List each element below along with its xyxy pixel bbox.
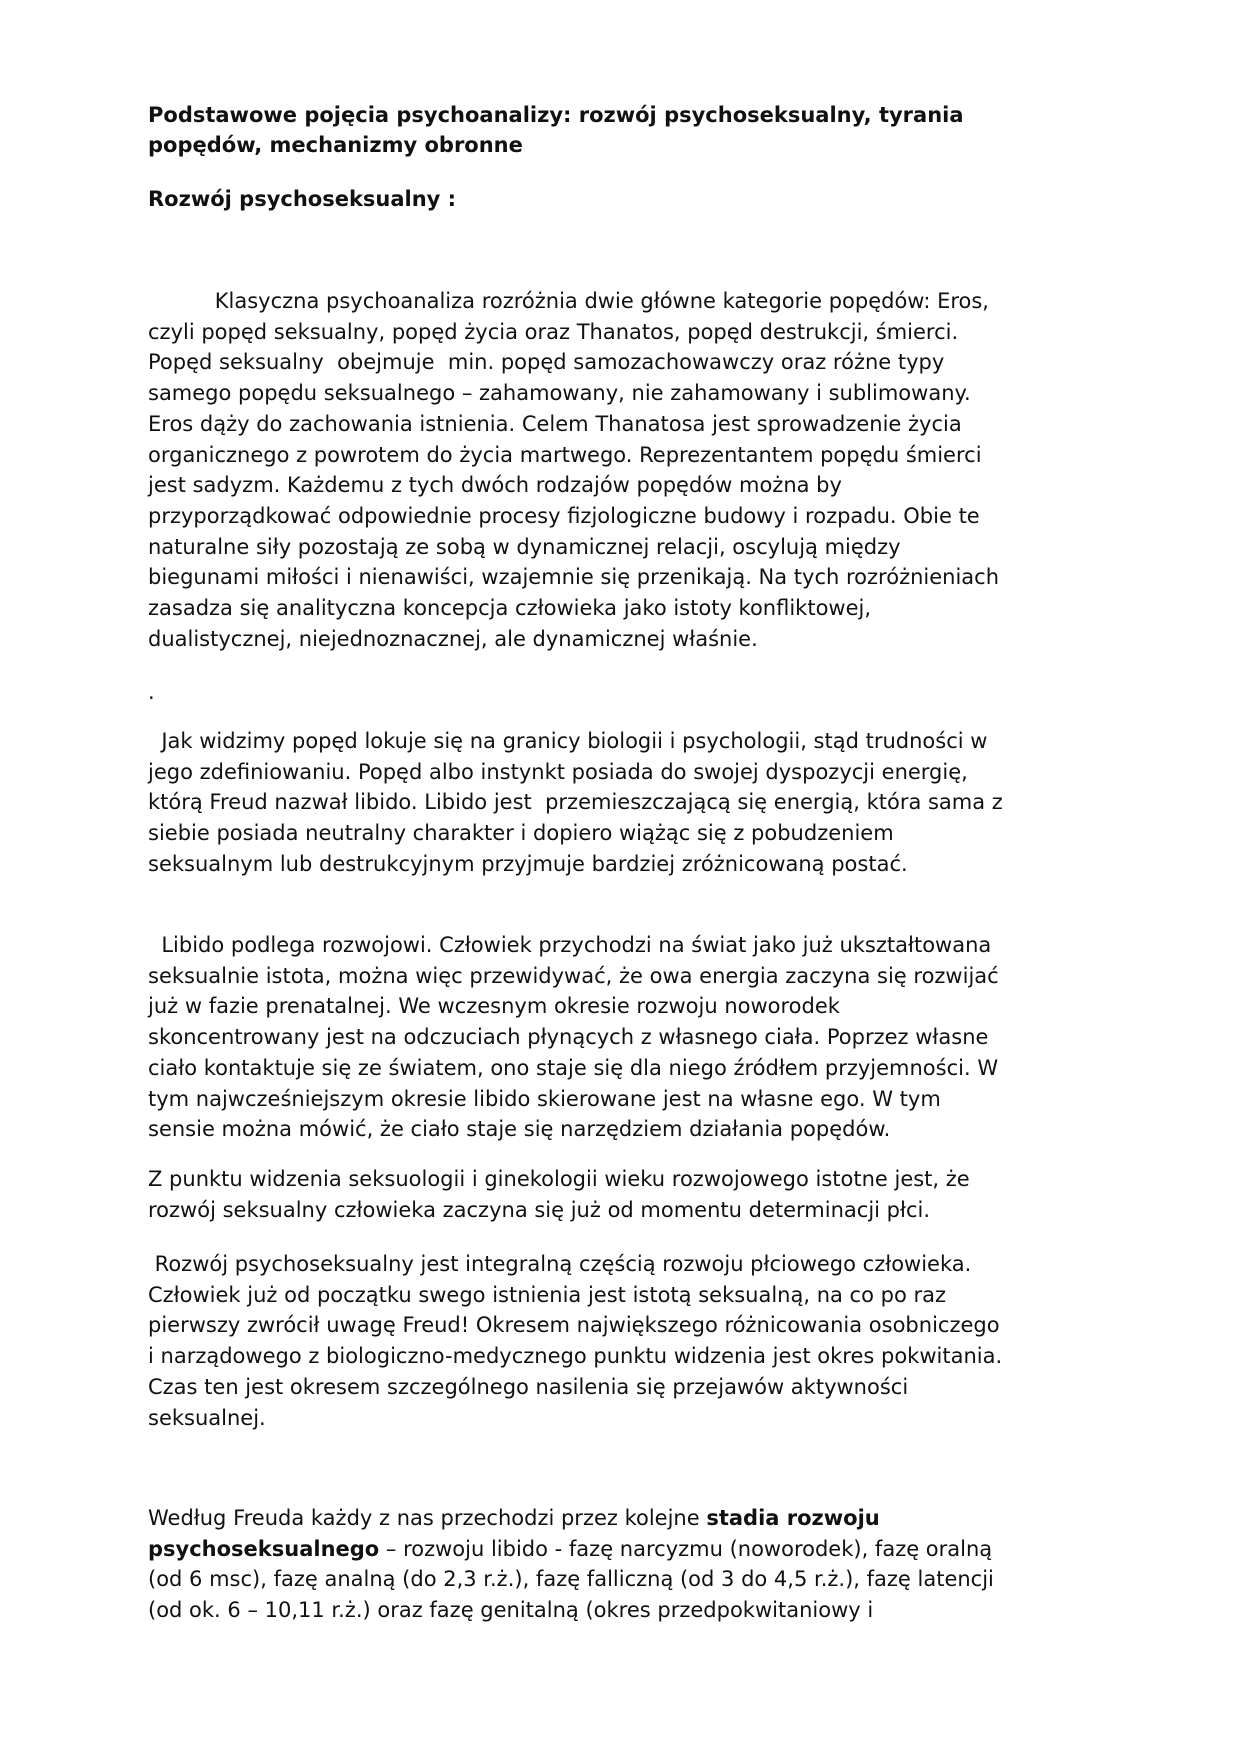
text-line: seksualnie istota, można więc przewidywać, że owa energia zaczyna się rozwijać [148, 963, 999, 988]
paragraph-popedy [148, 286, 1088, 654]
text-line: Eros dąży do zachowania istnienia. Celem Thanatosa jest sprowadzenie życia [148, 411, 962, 436]
text-line: biegunami miłości i nienawiści, wzajemnie się przenikają. Na tych rozróżnieniach [148, 565, 1000, 590]
paragraph-libido-definition [148, 726, 1088, 880]
text-line: dualistycznej, niejednoznacznej, ale dynamicznej właśnie. [148, 626, 758, 651]
text-line: sensie można mówić, że ciało staje się narzędziem działania popędów. [148, 1117, 891, 1142]
text-line: skoncentrowany jest na odczuciach płynących z własnego ciała. Poprzez własne [148, 1025, 989, 1050]
paragraph-freud-stages [148, 1503, 1088, 1626]
text-line: jego zdefiniowaniu. Popęd albo instynkt posiada do swojej dyspozycji energię, [148, 759, 968, 784]
text-line: pierwszy zwrócił uwagę Freud! Okresem największego różnicowania osobniczego [148, 1313, 1000, 1338]
stray-dot: . [148, 680, 155, 704]
text-line: Człowiek już od początku swego istnienia jest istotą seksualną, na co po raz [148, 1282, 947, 1307]
text-line [148, 1534, 1088, 1565]
text-line: seksualnej. [148, 1405, 266, 1430]
text-line: którą Freud nazwał libido. Libido jest przemieszczającą się energią, która sama z [148, 790, 1003, 815]
text-line: samego popędu seksualnego – zahamowany, nie zahamowany i sublimowany. [148, 381, 971, 406]
text-line: już w fazie prenatalnej. We wczesnym okresie rozwoju noworodek [148, 994, 840, 1019]
text-line: (od ok. 6 – 10,11 r.ż.) oraz fazę genitalną (okres przedpokwitaniowy i [148, 1598, 874, 1623]
section-heading: Rozwój psychoseksualny : [148, 187, 457, 211]
text-line: czyli popęd seksualny, popęd życia oraz Thanatos, popęd destrukcji, śmierci. [148, 319, 959, 344]
text-line: i narządowego z biologiczno-medycznego punktu widzenia jest okres pokwitania. [148, 1344, 1003, 1369]
title-line: popędów, mechanizmy obronne [148, 133, 523, 157]
paragraph-psychosexual-development [148, 1249, 1088, 1433]
paragraph-libido-development [148, 930, 1088, 1145]
bold-text: stadia rozwoju [706, 1506, 880, 1530]
text-line: Klasyczna psychoanaliza rozróżnia dwie główne kategorie popędów: Eros, [148, 289, 989, 313]
text-line: jest sadyzm. Każdemu z tych dwóch rodzajów popędów można by [148, 473, 842, 498]
document-title [148, 100, 1088, 160]
text-line: Jak widzimy popęd lokuje się na granicy biologii i psychologii, stąd trudności w [148, 729, 988, 753]
text-line: przyporządkować odpowiednie procesy fizjologiczne budowy i rozpadu. Obie te [148, 503, 980, 528]
text-line: Rozwój psychoseksualny jest integralną częścią rozwoju płciowego człowieka. [148, 1252, 972, 1276]
text-line: Libido podlega rozwojowi. Człowiek przychodzi na świat jako już ukształtowana [148, 933, 992, 957]
paragraph-sexology [148, 1164, 1088, 1225]
text-line: Z punktu widzenia seksuologii i ginekologii wieku rozwojowego istotne jest, że [148, 1167, 970, 1191]
text-line: ciało kontaktuje się ze światem, ono staje się dla niego źródłem przyjemności. W [148, 1055, 999, 1080]
text-line: zasadza się analityczna koncepcja człowieka jako istoty konfliktowej, [148, 596, 872, 621]
plain-text: – rozwoju libido - fazę narcyzmu (noworodek), fazę oralną [379, 1536, 993, 1561]
text-line: Czas ten jest okresem szczególnego nasilenia się przejawów aktywności [148, 1374, 909, 1399]
title-line: Podstawowe pojęcia psychoanalizy: rozwój psychoseksualny, tyrania [148, 103, 964, 127]
text-line: rozwój seksualny człowieka zaczyna się już od momentu determinacji płci. [148, 1197, 931, 1222]
text-line: siebie posiada neutralny charakter i dopiero wiążąc się z pobudzeniem [148, 821, 894, 846]
text-line: seksualnym lub destrukcyjnym przyjmuje bardziej zróżnicowaną postać. [148, 851, 908, 876]
plain-text: Według Freuda każdy z nas przechodzi przez kolejne [148, 1506, 707, 1530]
text-line: Popęd seksualny obejmuje min. popęd samozachowawczy oraz różne typy [148, 350, 945, 375]
text-line: naturalne siły pozostają ze sobą w dynamicznej relacji, oscylują między [148, 534, 901, 559]
text-line [148, 1503, 1088, 1534]
text-line: organicznego z powrotem do życia martwego. Reprezentantem popędu śmierci [148, 442, 982, 467]
text-line: (od 6 msc), fazę analną (do 2,3 r.ż.), fazę falliczną (od 3 do 4,5 r.ż.), fazę latencji [148, 1567, 994, 1592]
bold-text: psychoseksualnego [148, 1536, 380, 1561]
text-line: tym najwcześniejszym okresie libido skierowane jest na własne ego. W tym [148, 1086, 941, 1111]
